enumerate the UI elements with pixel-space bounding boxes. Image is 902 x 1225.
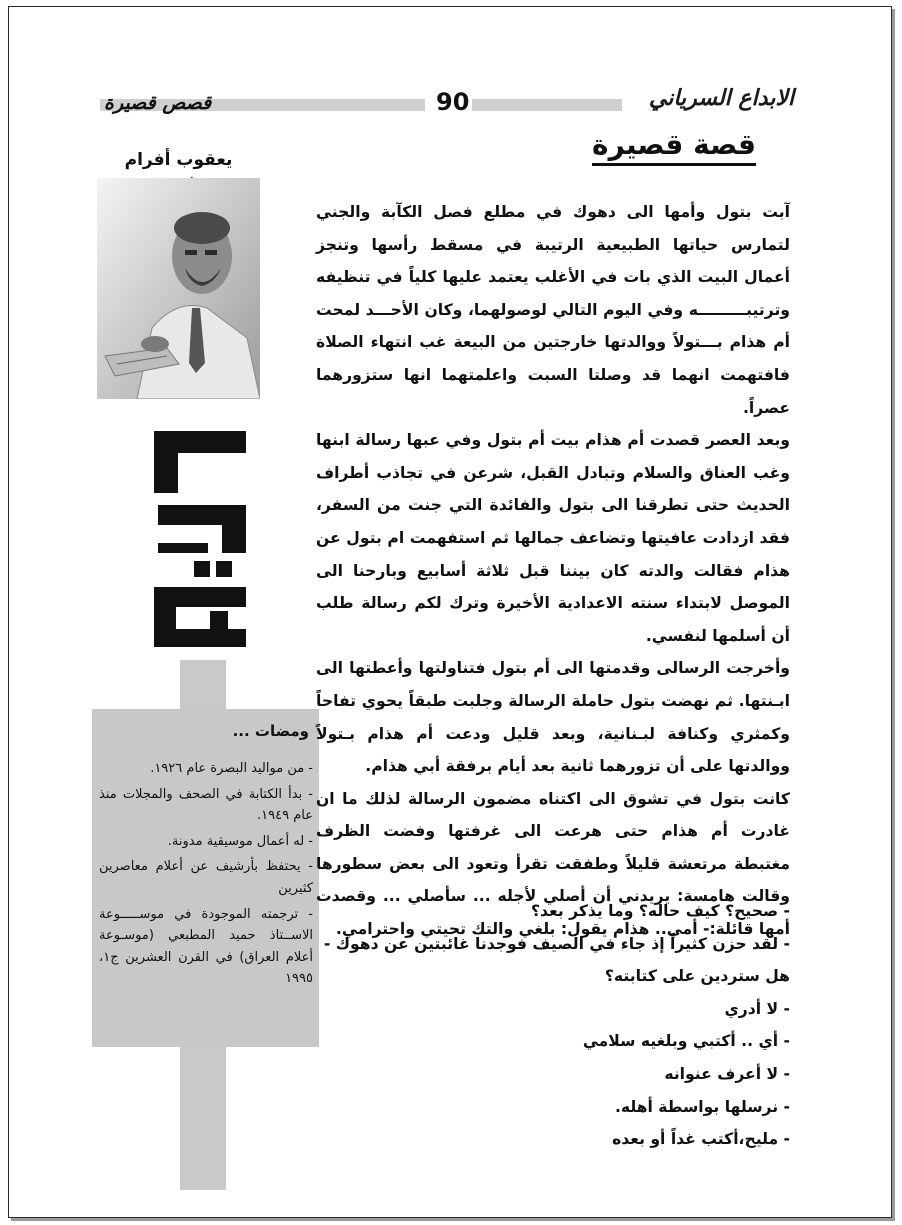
dialogue-line: - لا أعرف عنوانه — [664, 1064, 790, 1083]
notes-list — [99, 758, 313, 990]
story-title: قصة قصيرة — [592, 128, 756, 166]
dialogue-line: - لقد حزن كثيراً إذ جاء في الصيف فوجدنا غائبتين عن دهوك - هل ستردين على كتابته؟ — [323, 934, 790, 986]
note-item: - له أعمال موسيقية مدونة. — [167, 833, 313, 849]
notes-title: ومضات ... — [232, 722, 309, 740]
page-number: 90 — [436, 88, 470, 116]
stylized-word-icon — [150, 425, 254, 660]
section-label: قصص قصيرة — [104, 92, 212, 114]
header-bar-right — [472, 99, 622, 111]
dialogue-line: - مليح،أكتب غداً أو بعده — [612, 1130, 790, 1149]
dialogue-line: - لا أدري — [724, 999, 790, 1018]
portrait-photo — [97, 178, 260, 399]
dialogue-line: - أي .. أكتبي وبلغيه سلامي — [582, 1032, 790, 1051]
note-item: - ترجمته الموجودة في موســـــوعة الاســتاذ حميد المطبعي (موسـوعة أعلام العراق) في القرن العشرين ج١، ١٩٩٥ — [99, 906, 313, 987]
story-body — [316, 196, 790, 946]
notes-box — [92, 709, 319, 1047]
author-name: يعقوب أفرام — [124, 150, 233, 170]
story-paragraph: وبعد العصر قصدت أم هذام بيت أم بتول وفي عبها رسالة ابنها وغب العناق والسلام وتبادل القبل، شرعن في تجاذب أطراف الحديث حتى تطرقنا الى بتول والفائدة التي جنت من السفر، فقد ازدادت عافيتها وتضاعف جمالها ثم استفهمت ام بتول عن هذام فقالت والدته كان بيننا قبل ثلاثة أسابيع وبارحنا الى الموصل لابتداء سنته الاعدادية الأخيرة وترك لكم رسالة طلب أن أسلمها لنفسي. — [316, 431, 790, 645]
story-paragraph: كانت بتول في تشوق الى اكتناه مضمون الرسالة لذلك ما ان غادرت أم هذام حتى هرعت الى غرفتها وفضت الظرف مغتبطة مرتعشة قليلاً وطفقت تقرأ وتعود الى بعض سطورها وقالت هامسة: يريدني أن أصلي لأجله ... سأصلي ... وقصدت أمها قائلة:- أمي.. هذام يقول: بلغي والتك تحيتي واحترامي. — [316, 789, 790, 939]
portrait-icon — [97, 178, 260, 399]
note-item: - يحتفظ بأرشيف عن أعلام معاصرين كثيرين — [99, 859, 313, 896]
dialogue-line: - نرسلها بواسطة أهله. — [614, 1097, 790, 1116]
dialogue-line: - صحيح؟ كيف حاله؟ وما يذكر بعد؟ — [530, 902, 790, 920]
story-paragraph: آبت بتول وأمها الى دهوك في مطلع فصل الكآبة والجني لتمارس حياتها الطبيعية الرتيبة في مسقط رأسها وتنجز أعمال البيت الذي بات في الأغلب يعتمد عليها كلياً في تنظيفه وترتيبـــــــــه وفي اليوم التالي لوصولهما، وكان الأحـــد لمحت أم هذام بـــتولاً ووالدتها خارجتين من البيعة غب انتهاء الصلاة فافتهمت انهما قد وصلتا السبت واعلمتهما انها ستزورهما عصراً. — [316, 203, 790, 417]
note-item: - بدأ الكتابة في الصحف والمجلات منذ عام ١٩٤٩. — [99, 786, 313, 824]
note-item: - من مواليد البصرة عام ١٩٢٦. — [150, 761, 313, 776]
story-paragraph: وأخرجت الرسالى وقدمتها الى أم بتول فتناولتها وأعطتها الى ابـنتها. ثم نهضت بتول حاملة الرسالة وجلبت طبقاً يحوي تفاحاً وكمثري وكنافة لبـنانية، وبعد قليل ودعت أم هذام بـتولاً ووالدتها على أن تزورهما ثانية بعد أيام برفقة أبي هذام. — [316, 659, 790, 776]
story-dialogue — [316, 895, 790, 1156]
magazine-title: الابداع السرياني — [648, 86, 794, 111]
